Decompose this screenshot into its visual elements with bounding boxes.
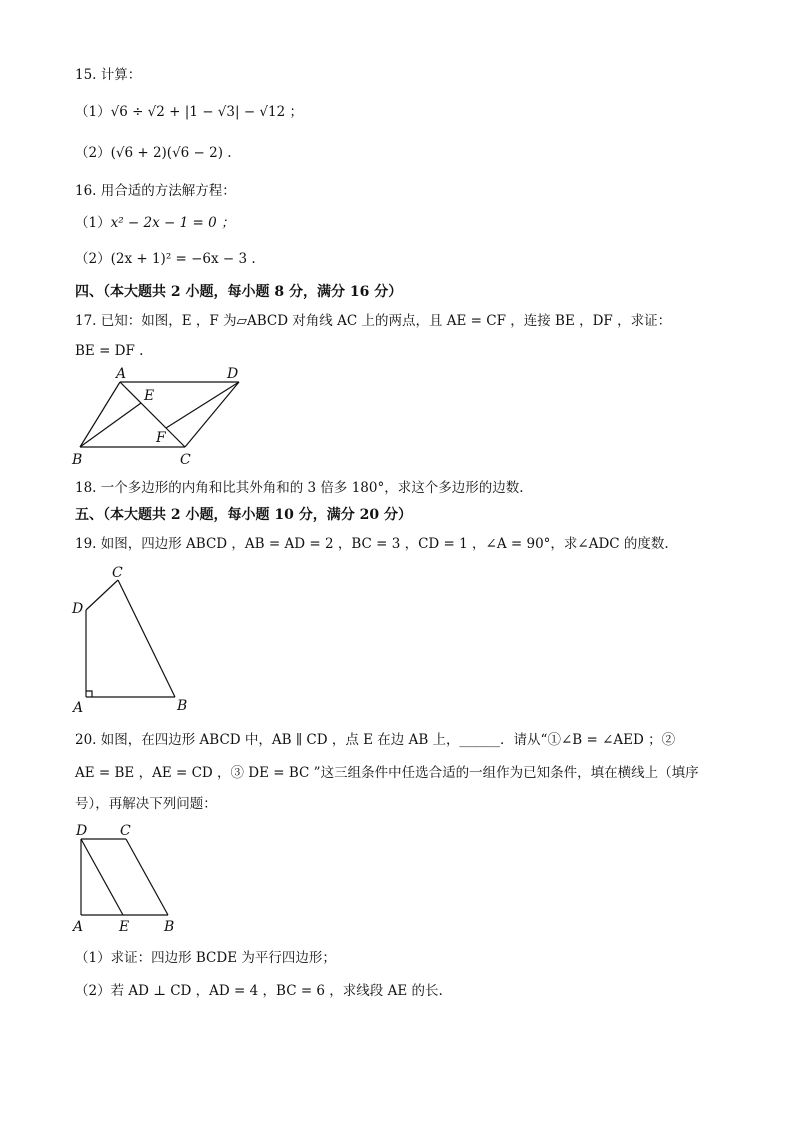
q15-part2-expression: (√6 + 2)(√6 − 2) . (110, 145, 232, 161)
q20-label-c: C (120, 823, 131, 839)
q15-part2-label: （2） (75, 145, 111, 161)
q15-part2 (75, 144, 232, 162)
q17-segment-be (80, 403, 141, 447)
q19-line1: 19. 如图，四边形 ABCD ，AB = AD = 2 ，BC = 3 ，CD = 1 ，∠A = 90°，求∠ADC 的度数. (75, 536, 669, 552)
q20-part2: （2）若 AD ⊥ CD ，AD = 4 ，BC = 6 ，求线段 AE 的长. (75, 983, 443, 999)
q16-part1 (75, 214, 234, 232)
q17-label-e: E (144, 388, 155, 404)
q20-line2: AE = BE ，AE = CD ，③ DE = BC ”这三组条件中任选合适的一组作为已知条件，填在横线上（填序 (75, 765, 699, 781)
section-4-heading: 四、（本大题共 2 小题，每小题 8 分，满分 16 分） (75, 284, 403, 300)
q20-label-b: B (164, 919, 175, 935)
q20-label-e: E (119, 919, 130, 935)
q17-side-dc (185, 382, 239, 447)
q19-label-b: B (177, 698, 188, 714)
q17-label-f: F (156, 430, 166, 446)
q18-line1: 18. 一个多边形的内角和比其外角和的 3 倍多 180°，求这个多边形的边数. (75, 480, 524, 496)
q20-label-a: A (73, 919, 84, 935)
q17-label-c: C (180, 452, 191, 468)
q20-line3: 号），再解决下列问题： (75, 796, 217, 812)
q19-quadrilateral-figure (65, 560, 205, 720)
q17-line1: 17. 已知：如图，E ，F 为▱ABCD 对角线 AC 上的两点，且 AE = CF ，连接 BE ，DF ，求证： (75, 313, 672, 329)
q16-part1-label: （1） (75, 215, 111, 231)
q17-line2: BE = DF . (75, 343, 144, 359)
section-5-heading: 五、（本大题共 2 小题，每小题 10 分，满分 20 分） (75, 507, 412, 523)
q20-line1: 20. 如图，在四边形 ABCD 中，AB ∥ CD ，点 E 在边 AB 上，______．请从“①∠B = ∠AED ；② (75, 732, 676, 748)
q17-parallelogram-figure (65, 362, 255, 472)
q17-label-d: D (227, 366, 239, 382)
q15-part1-label: （1） (75, 104, 111, 120)
q20-label-d: D (76, 823, 88, 839)
q16-part2-label: （2） (75, 251, 111, 267)
q17-label-a: A (116, 366, 127, 382)
q20-segment-de (81, 839, 123, 915)
q17-segment-df (166, 382, 239, 428)
q20-part1: （1）求证：四边形 BCDE 为平行四边形； (75, 950, 336, 966)
q16-part2 (75, 250, 256, 268)
q19-label-a: A (73, 700, 84, 716)
q19-label-d: D (72, 601, 84, 617)
q19-side-cd (86, 580, 118, 610)
q16-part1-expression: x² − 2x − 1 = 0 ； (110, 215, 235, 231)
q17-label-b: B (72, 452, 83, 468)
q15-part1-expression: √6 ÷ √2 + |1 − √3| − √12 ； (110, 104, 304, 120)
q16-title: 16. 用合适的方法解方程： (75, 183, 236, 199)
q15-part1 (75, 103, 303, 121)
q19-side-bc (118, 580, 175, 697)
q20-quadrilateral-figure (65, 818, 195, 938)
q17-side-ba (80, 382, 120, 447)
q15-title: 15. 计算： (75, 67, 142, 83)
q20-side-cb (126, 839, 168, 915)
q16-part2-expression: (2x + 1)² = −6x − 3 . (110, 251, 256, 267)
q19-label-c: C (112, 565, 123, 581)
q19-right-angle-mark (86, 691, 92, 697)
